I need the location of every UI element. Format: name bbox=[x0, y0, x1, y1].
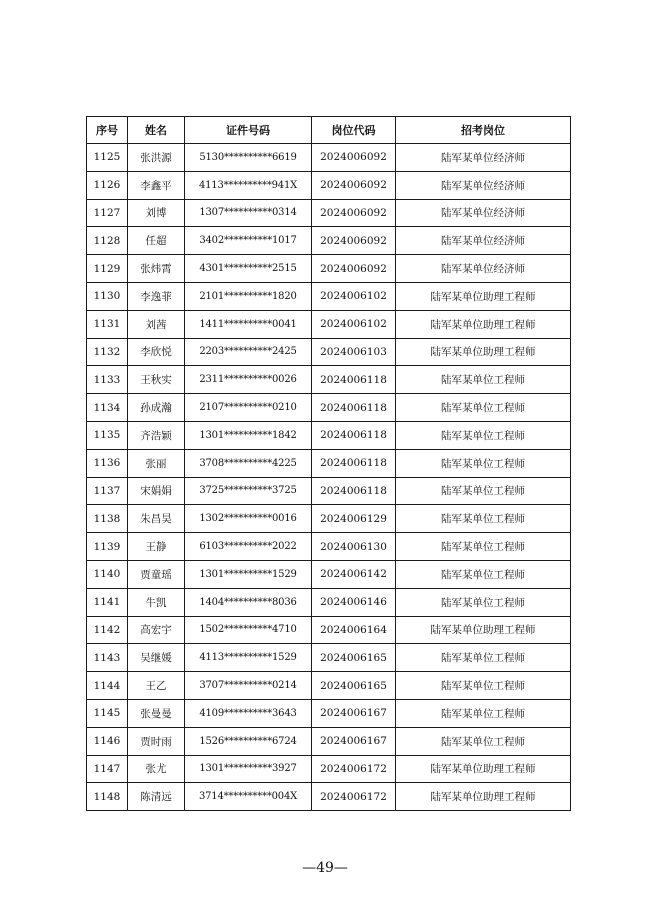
cell-seq: 1126 bbox=[87, 171, 128, 199]
table-row bbox=[87, 171, 571, 199]
cell-id-number: 3725**********3725 bbox=[185, 477, 312, 505]
cell-name: 李鑫平 bbox=[128, 171, 185, 199]
header-position-code: 岗位代码 bbox=[312, 117, 396, 144]
cell-id-number: 2101**********1820 bbox=[185, 282, 312, 310]
cell-seq: 1135 bbox=[87, 421, 128, 449]
cell-position-code: 2024006118 bbox=[312, 394, 396, 422]
cell-position-code: 2024006102 bbox=[312, 282, 396, 310]
cell-seq: 1136 bbox=[87, 449, 128, 477]
cell-name: 王乙 bbox=[128, 672, 185, 700]
cell-position-code: 2024006102 bbox=[312, 310, 396, 338]
cell-position: 陆军某单位工程师 bbox=[396, 477, 571, 505]
cell-position: 陆军某单位工程师 bbox=[396, 449, 571, 477]
cell-position-code: 2024006165 bbox=[312, 672, 396, 700]
cell-name: 张洪源 bbox=[128, 144, 185, 172]
table-row bbox=[87, 255, 571, 283]
cell-position: 陆军某单位经济师 bbox=[396, 144, 571, 172]
cell-position: 陆军某单位助理工程师 bbox=[396, 616, 571, 644]
cell-seq: 1134 bbox=[87, 394, 128, 422]
table-row bbox=[87, 672, 571, 700]
cell-position-code: 2024006092 bbox=[312, 199, 396, 227]
cell-id-number: 1307**********0314 bbox=[185, 199, 312, 227]
cell-seq: 1130 bbox=[87, 282, 128, 310]
table-row bbox=[87, 366, 571, 394]
cell-seq: 1125 bbox=[87, 144, 128, 172]
cell-name: 刘博 bbox=[128, 199, 185, 227]
cell-position-code: 2024006092 bbox=[312, 144, 396, 172]
cell-position: 陆军某单位经济师 bbox=[396, 199, 571, 227]
cell-name: 宋娟娟 bbox=[128, 477, 185, 505]
cell-seq: 1127 bbox=[87, 199, 128, 227]
cell-name: 吴继媛 bbox=[128, 644, 185, 672]
cell-name: 陈清远 bbox=[128, 783, 185, 811]
cell-position-code: 2024006103 bbox=[312, 338, 396, 366]
cell-position: 陆军某单位工程师 bbox=[396, 366, 571, 394]
cell-id-number: 5130**********6619 bbox=[185, 144, 312, 172]
cell-name: 齐浩颖 bbox=[128, 421, 185, 449]
cell-id-number: 4113**********1529 bbox=[185, 644, 312, 672]
cell-seq: 1137 bbox=[87, 477, 128, 505]
cell-seq: 1144 bbox=[87, 672, 128, 700]
cell-position-code: 2024006118 bbox=[312, 477, 396, 505]
header-id-number: 证件号码 bbox=[185, 117, 312, 144]
cell-seq: 1141 bbox=[87, 588, 128, 616]
cell-position-code: 2024006146 bbox=[312, 588, 396, 616]
cell-id-number: 1526**********6724 bbox=[185, 727, 312, 755]
cell-seq: 1140 bbox=[87, 560, 128, 588]
cell-position-code: 2024006129 bbox=[312, 505, 396, 533]
cell-position-code: 2024006092 bbox=[312, 171, 396, 199]
cell-id-number: 6103**********2022 bbox=[185, 533, 312, 561]
cell-id-number: 1301**********3927 bbox=[185, 755, 312, 783]
table-body bbox=[87, 144, 571, 811]
cell-name: 孙成瀚 bbox=[128, 394, 185, 422]
cell-seq: 1147 bbox=[87, 755, 128, 783]
table-row bbox=[87, 449, 571, 477]
cell-seq: 1142 bbox=[87, 616, 128, 644]
cell-position: 陆军某单位助理工程师 bbox=[396, 755, 571, 783]
table-row bbox=[87, 560, 571, 588]
cell-seq: 1145 bbox=[87, 699, 128, 727]
table-row bbox=[87, 338, 571, 366]
cell-position: 陆军某单位工程师 bbox=[396, 533, 571, 561]
table-row bbox=[87, 588, 571, 616]
cell-position: 陆军某单位工程师 bbox=[396, 505, 571, 533]
cell-position: 陆军某单位工程师 bbox=[396, 672, 571, 700]
cell-position-code: 2024006130 bbox=[312, 533, 396, 561]
table-row bbox=[87, 783, 571, 811]
cell-position-code: 2024006167 bbox=[312, 699, 396, 727]
cell-name: 李欣悦 bbox=[128, 338, 185, 366]
header-name: 姓名 bbox=[128, 117, 185, 144]
cell-position: 陆军某单位助理工程师 bbox=[396, 282, 571, 310]
table-row bbox=[87, 699, 571, 727]
header-position: 招考岗位 bbox=[396, 117, 571, 144]
cell-name: 任超 bbox=[128, 227, 185, 255]
cell-position: 陆军某单位工程师 bbox=[396, 727, 571, 755]
table-row bbox=[87, 310, 571, 338]
cell-seq: 1143 bbox=[87, 644, 128, 672]
cell-position-code: 2024006167 bbox=[312, 727, 396, 755]
cell-name: 牛凯 bbox=[128, 588, 185, 616]
table-row bbox=[87, 394, 571, 422]
cell-id-number: 4113**********941X bbox=[185, 171, 312, 199]
table-row bbox=[87, 227, 571, 255]
cell-seq: 1132 bbox=[87, 338, 128, 366]
cell-id-number: 4109**********3643 bbox=[185, 699, 312, 727]
cell-name: 王静 bbox=[128, 533, 185, 561]
page-number: —49— bbox=[302, 860, 348, 876]
cell-seq: 1128 bbox=[87, 227, 128, 255]
table-row bbox=[87, 421, 571, 449]
cell-position: 陆军某单位经济师 bbox=[396, 255, 571, 283]
cell-name: 贾时雨 bbox=[128, 727, 185, 755]
cell-position: 陆军某单位工程师 bbox=[396, 644, 571, 672]
cell-position-code: 2024006142 bbox=[312, 560, 396, 588]
cell-position-code: 2024006092 bbox=[312, 227, 396, 255]
cell-name: 朱昌昊 bbox=[128, 505, 185, 533]
table-row bbox=[87, 616, 571, 644]
cell-position-code: 2024006118 bbox=[312, 449, 396, 477]
table-row bbox=[87, 505, 571, 533]
cell-id-number: 2107**********0210 bbox=[185, 394, 312, 422]
cell-id-number: 1301**********1529 bbox=[185, 560, 312, 588]
cell-name: 张尤 bbox=[128, 755, 185, 783]
cell-name: 王秋实 bbox=[128, 366, 185, 394]
cell-seq: 1129 bbox=[87, 255, 128, 283]
cell-name: 贾童瑶 bbox=[128, 560, 185, 588]
cell-position: 陆军某单位工程师 bbox=[396, 699, 571, 727]
cell-id-number: 1302**********0016 bbox=[185, 505, 312, 533]
cell-seq: 1139 bbox=[87, 533, 128, 561]
cell-position: 陆军某单位工程师 bbox=[396, 394, 571, 422]
table-row bbox=[87, 477, 571, 505]
cell-position-code: 2024006172 bbox=[312, 755, 396, 783]
cell-position: 陆军某单位经济师 bbox=[396, 171, 571, 199]
cell-id-number: 3402**********1017 bbox=[185, 227, 312, 255]
cell-seq: 1146 bbox=[87, 727, 128, 755]
cell-position: 陆军某单位工程师 bbox=[396, 588, 571, 616]
table-row bbox=[87, 533, 571, 561]
cell-name: 张曼曼 bbox=[128, 699, 185, 727]
cell-seq: 1138 bbox=[87, 505, 128, 533]
table-row bbox=[87, 727, 571, 755]
cell-position-code: 2024006165 bbox=[312, 644, 396, 672]
cell-position: 陆军某单位工程师 bbox=[396, 421, 571, 449]
cell-position: 陆军某单位助理工程师 bbox=[396, 783, 571, 811]
roster-table bbox=[86, 116, 571, 811]
cell-id-number: 2203**********2425 bbox=[185, 338, 312, 366]
cell-position-code: 2024006118 bbox=[312, 421, 396, 449]
cell-position: 陆军某单位经济师 bbox=[396, 227, 571, 255]
cell-id-number: 2311**********0026 bbox=[185, 366, 312, 394]
table-header-row bbox=[87, 117, 571, 144]
cell-id-number: 3707**********0214 bbox=[185, 672, 312, 700]
cell-id-number: 1411**********0041 bbox=[185, 310, 312, 338]
table-row bbox=[87, 199, 571, 227]
cell-id-number: 4301**********2515 bbox=[185, 255, 312, 283]
cell-id-number: 3708**********4225 bbox=[185, 449, 312, 477]
cell-name: 张丽 bbox=[128, 449, 185, 477]
table-row bbox=[87, 644, 571, 672]
cell-position: 陆军某单位助理工程师 bbox=[396, 310, 571, 338]
cell-id-number: 1502**********4710 bbox=[185, 616, 312, 644]
cell-position-code: 2024006172 bbox=[312, 783, 396, 811]
cell-position-code: 2024006118 bbox=[312, 366, 396, 394]
header-seq: 序号 bbox=[87, 117, 128, 144]
cell-name: 张炜霄 bbox=[128, 255, 185, 283]
cell-name: 刘茜 bbox=[128, 310, 185, 338]
cell-id-number: 1404**********8036 bbox=[185, 588, 312, 616]
table-row bbox=[87, 755, 571, 783]
cell-seq: 1148 bbox=[87, 783, 128, 811]
cell-position-code: 2024006092 bbox=[312, 255, 396, 283]
cell-position: 陆军某单位工程师 bbox=[396, 560, 571, 588]
cell-seq: 1131 bbox=[87, 310, 128, 338]
cell-position: 陆军某单位助理工程师 bbox=[396, 338, 571, 366]
cell-position-code: 2024006164 bbox=[312, 616, 396, 644]
cell-name: 高宏宇 bbox=[128, 616, 185, 644]
cell-seq: 1133 bbox=[87, 366, 128, 394]
cell-id-number: 3714**********004X bbox=[185, 783, 312, 811]
table-row bbox=[87, 282, 571, 310]
cell-name: 李逸菲 bbox=[128, 282, 185, 310]
cell-id-number: 1301**********1842 bbox=[185, 421, 312, 449]
table-row bbox=[87, 144, 571, 172]
